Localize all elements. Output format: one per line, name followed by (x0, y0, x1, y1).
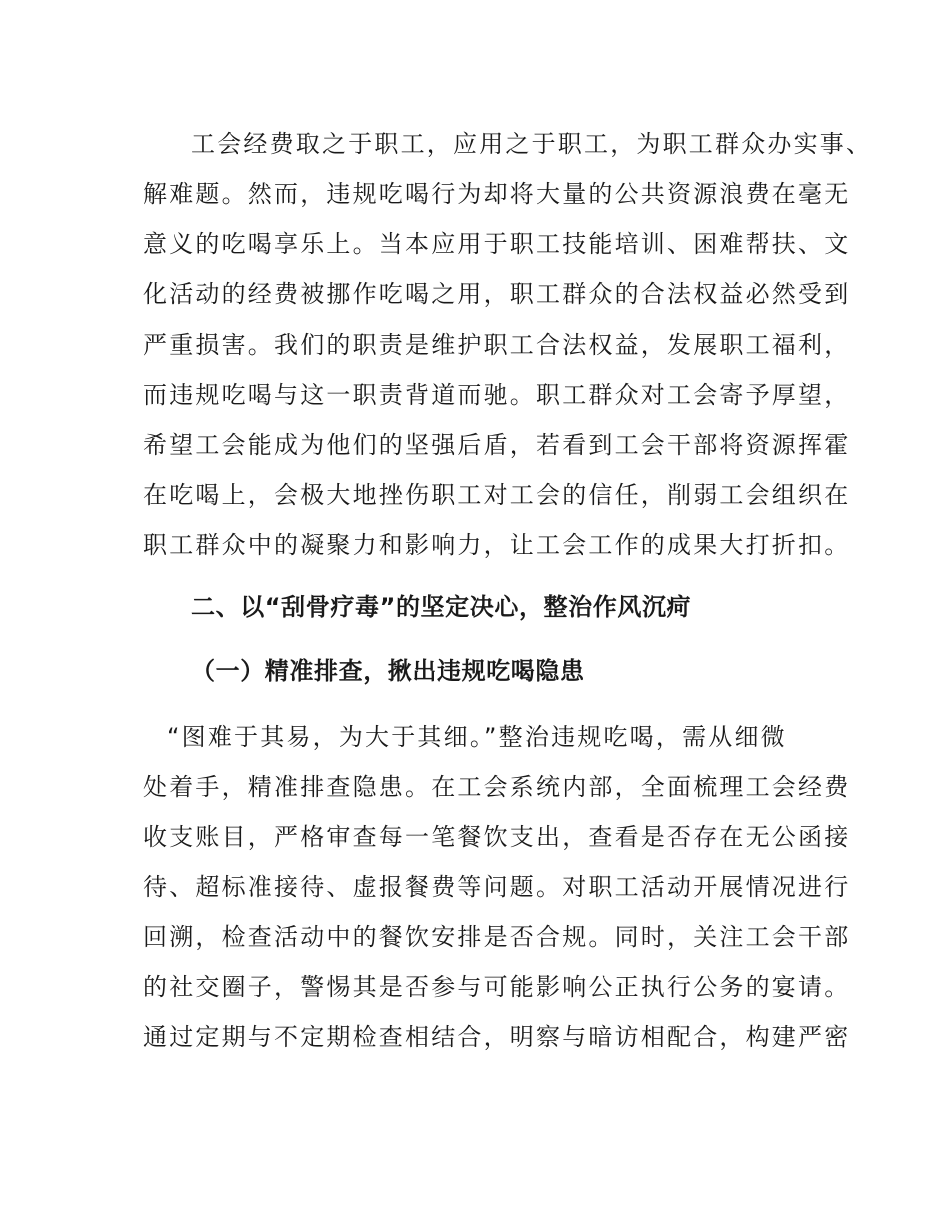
paragraph-line: “图难于其易，为大于其细。”整治违规吃喝，需从细微 (167, 723, 787, 751)
paragraph-line: 待、超标准接待、虚报餐费等问题。对职工活动开展情况进行 (143, 873, 851, 901)
paragraph-line: 收支账目，严格审查每一笔餐饮支出，查看是否存在无公函接 (143, 823, 851, 851)
section-heading: 二、以“刮骨疗毒”的坚定决心，整治作风沉疴 (191, 593, 692, 621)
paragraph-line: 意义的吃喝享乐上。当本应用于职工技能培训、困难帮扶、文 (143, 230, 851, 258)
paragraph-line: 处着手，精准排查隐患。在工会系统内部，全面梳理工会经费 (143, 773, 851, 801)
paragraph-line: 希望工会能成为他们的坚强后盾，若看到工会干部将资源挥霍 (143, 431, 851, 459)
paragraph-line: 工会经费取之于职工，应用之于职工，为职工群众办实事、 (191, 130, 873, 158)
paragraph-line: 解难题。然而，违规吃喝行为却将大量的公共资源浪费在毫无 (143, 180, 851, 208)
paragraph-line: 回溯，检查活动中的餐饮安排是否合规。同时，关注工会干部 (143, 923, 851, 951)
paragraph-line: 在吃喝上，会极大地挫伤职工对工会的信任，削弱工会组织在 (143, 481, 851, 509)
paragraph-line: 严重损害。我们的职责是维护职工合法权益，发展职工福利， (143, 331, 851, 359)
subsection-heading: （一）精准排查，揪出违规吃喝隐患 (191, 657, 585, 685)
paragraph-line: 的社交圈子，警惕其是否参与可能影响公正执行公务的宴请。 (143, 973, 851, 1001)
paragraph-line: 而违规吃喝与这一职责背道而驰。职工群众对工会寄予厚望， (143, 381, 851, 409)
paragraph-line: 职工群众中的凝聚力和影响力，让工会工作的成果大打折扣。 (143, 531, 851, 559)
paragraph-line: 化活动的经费被挪作吃喝之用，职工群众的合法权益必然受到 (143, 280, 851, 308)
paragraph-line: 通过定期与不定期检查相结合，明察与暗访相配合，构建严密 (143, 1023, 851, 1051)
